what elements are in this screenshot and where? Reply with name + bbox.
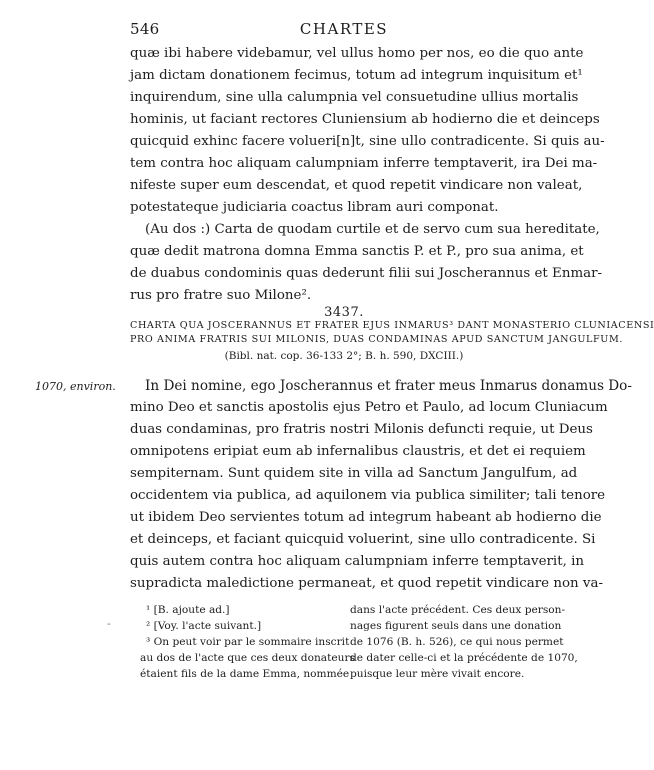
au-dos-line: de duabus condominis quas dederunt filii sui Joscherannus et Enmar- [130, 266, 603, 281]
footnote-line: ¹ [B. ajoute ad.] [146, 604, 230, 616]
charter-source: (Bibl. nat. cop. 36-133 2°; B. h. 590, DXCIII.) [224, 350, 464, 362]
charter-line: quis autem contra hoc aliquam calumpniam inferre temptaverit, in [130, 554, 584, 569]
charter-line: mino Deo et sanctis apostolis ejus Petro et Paulo, ad locum Cluniacum [130, 400, 608, 415]
footnote-line: étaient fils de la dame Emma, nommée [140, 668, 350, 680]
running-title: CHARTES [299, 20, 389, 38]
margin-date: 1070, environ. [35, 380, 116, 393]
footnote-line: ² [Voy. l'acte suivant.] [146, 620, 262, 632]
charter-line: duas condaminas, pro fratris nostri Milonis defuncti requie, ut Deus [130, 422, 593, 437]
charter-line: ut ibidem Deo servientes totum ad integrum habeant ab hodierno die [130, 510, 602, 525]
charter-rubric-line: CHARTA QUA JOSCERANNUS ET FRATER EJUS INMARUS³ DANT MONASTERIO CLUNIACENSI [130, 320, 654, 331]
footnote-line: de dater celle-ci et la précédente de 1070, [350, 652, 578, 664]
charter-line: et deinceps, et faciant quicquid voluerint, sine ullo contradicente. Si [130, 532, 596, 547]
footnote-line: puisque leur mère vivait encore. [350, 668, 525, 680]
charter-line: sempiternam. Sunt quidem site in villa ad Sanctum Jangulfum, ad [130, 466, 578, 481]
charter-line: In Dei nomine, ego Joscherannus et frater meus Inmarus donamus Do- [145, 378, 632, 394]
charter-rubric-line: PRO ANIMA FRATRIS SUI MILONIS, DUAS CONDAMINAS APUD SANCTUM JANGULFUM. [130, 334, 624, 345]
charter-line: occidentem via publica, ad aquilonem via publica similiter; tali tenore [130, 488, 606, 503]
charter-line: omnipotens eripiat eum ab infernalibus claustris, et det ei requiem [130, 444, 586, 459]
body-line: inquirendum, sine ulla calumpnia vel consuetudine ullius mortalis [130, 90, 579, 105]
footnote-line: au dos de l'acte que ces deux donateurs [140, 652, 355, 664]
margin-mark: ‐ [107, 617, 111, 630]
body-line: hominis, ut faciant rectores Cluniensium ab hodierno die et deinceps [130, 112, 600, 127]
au-dos-line: (Au dos :) Carta de quodam curtile et de servo cum sua hereditate, [145, 222, 600, 237]
footnotes-right [350, 602, 578, 682]
footnotes-left [140, 602, 355, 682]
body-line: nifeste super eum descendat, et quod repetit vindicare non valeat, [130, 178, 583, 193]
body-line: potestateque judiciaria coactus libram auri componat. [130, 200, 499, 215]
footnote-line: nages figurent seuls dans une donation [350, 620, 562, 632]
charter-number: 3437. [324, 305, 364, 320]
footnote-line: dans l'acte précédent. Ces deux person- [350, 604, 566, 616]
body-line: quicquid exhinc facere volueri[n]t, sine ullo contradicente. Si quis au- [130, 134, 605, 149]
footnote-line: de 1076 (B. h. 526), ce qui nous permet [350, 636, 564, 648]
au-dos-line: rus pro fratre suo Milone². [130, 288, 312, 303]
body-line: jam dictam donationem fecimus, totum ad integrum inquisitum et¹ [130, 68, 583, 83]
page-number: 546 [130, 20, 160, 38]
page-header [130, 20, 558, 40]
body-line: tem contra hoc aliquam calumpniam inferre temptaverit, ira Dei ma- [130, 156, 598, 171]
footnote-line: ³ On peut voir par le sommaire inscrit [146, 636, 350, 648]
au-dos-line: quæ dedit matrona domna Emma sanctis P. et P., pro sua anima, et [130, 244, 584, 259]
body-line: quæ ibi habere videbamur, vel ullus homo per nos, eo die quo ante [130, 46, 584, 61]
charter-line: supradicta maledictione permaneat, et quod repetit vindicare non va- [130, 576, 604, 591]
